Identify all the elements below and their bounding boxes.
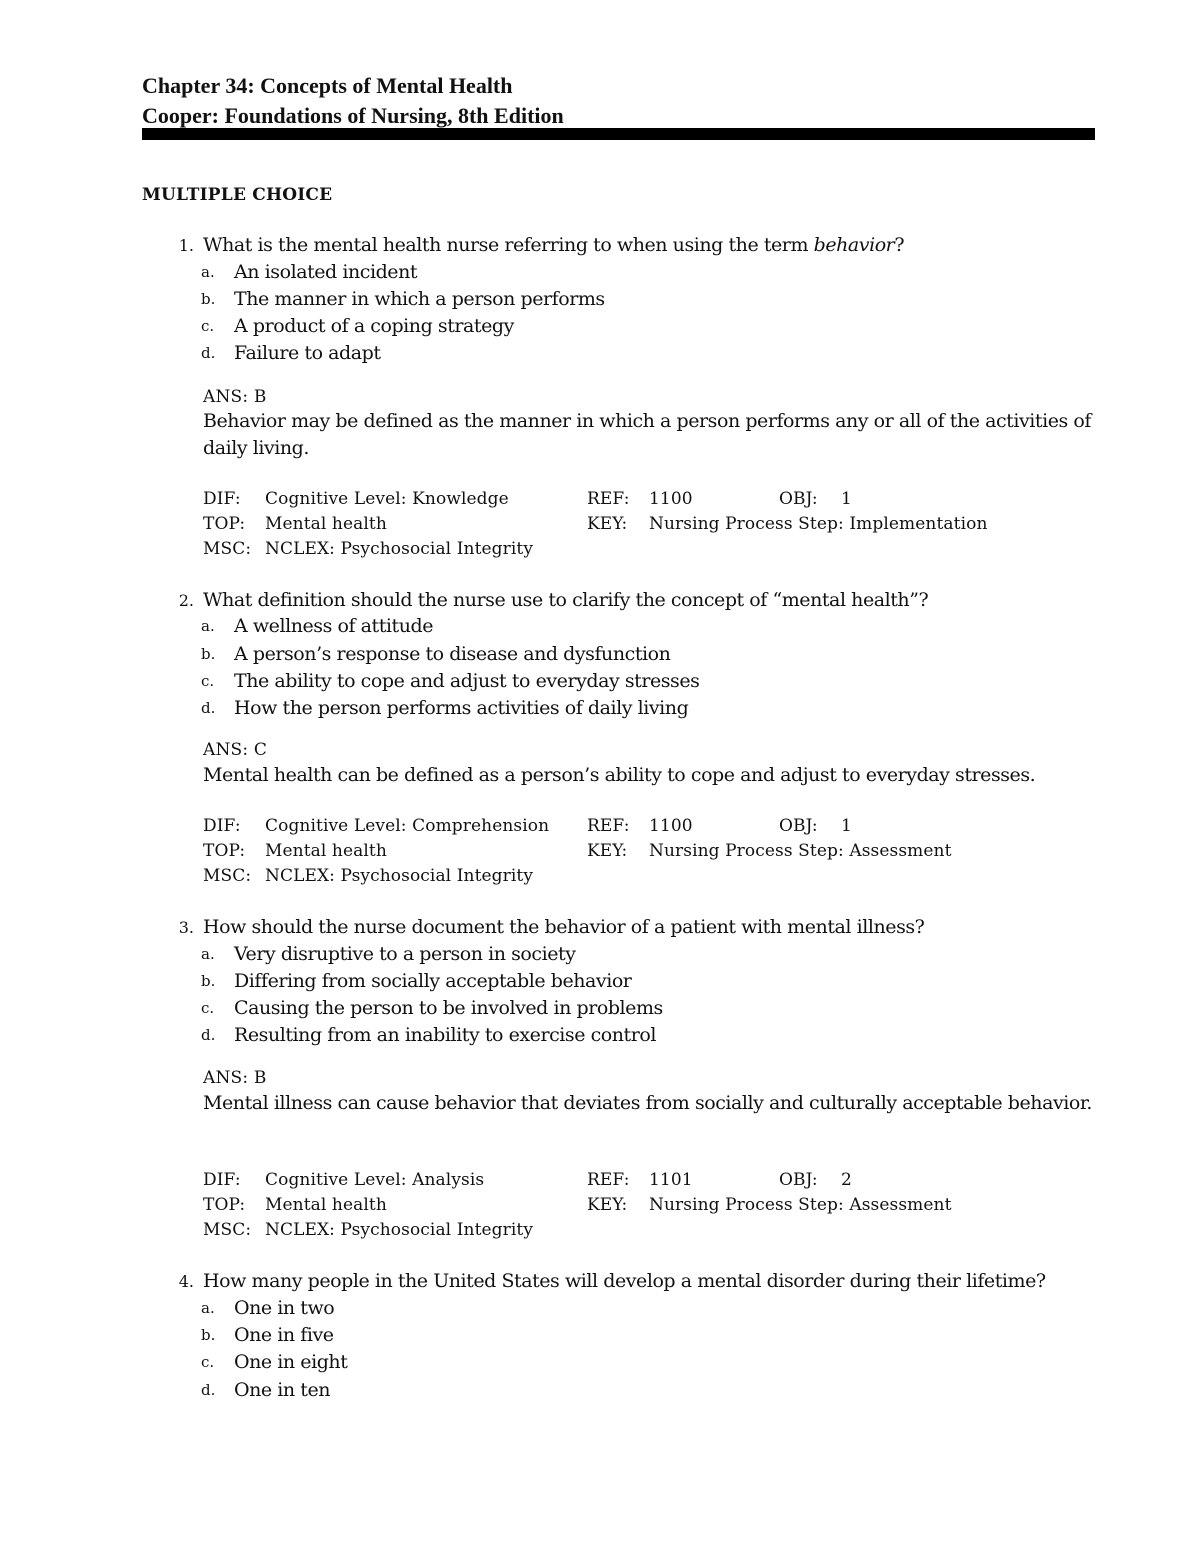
option-text: An isolated incident [234, 261, 418, 283]
answer-key: ANS: C [203, 740, 268, 760]
answer-key: ANS: B [203, 387, 267, 407]
top-value: Mental health [265, 514, 387, 534]
msc-value: NCLEX: Psychosocial Integrity [265, 539, 534, 559]
option-letter: a. [201, 1299, 215, 1317]
key-value: Nursing Process Step: Assessment [649, 841, 952, 861]
option-letter: d. [201, 344, 216, 362]
book-title: Cooper: Foundations of Nursing, 8th Edition [142, 103, 564, 128]
key-label: KEY: [587, 841, 628, 861]
obj-value: 2 [841, 1170, 852, 1190]
option-text: One in eight [234, 1351, 348, 1373]
msc-label: MSC: [203, 539, 252, 559]
top-label: TOP: [203, 514, 246, 534]
ref-value: 1100 [649, 489, 693, 509]
obj-value: 1 [841, 489, 852, 509]
top-label: TOP: [203, 1195, 246, 1215]
option-text: Resulting from an inability to exercise control [234, 1024, 656, 1046]
question-number: 4. [178, 1272, 194, 1291]
option-letter: c. [201, 999, 215, 1017]
metadata-row [0, 839, 1200, 864]
option-letter: d. [201, 699, 216, 717]
msc-value: NCLEX: Psychosocial Integrity [265, 866, 534, 886]
dif-value: Cognitive Level: Comprehension [265, 816, 550, 836]
obj-label: OBJ: [779, 816, 818, 836]
msc-label: MSC: [203, 1220, 252, 1240]
key-label: KEY: [587, 514, 628, 534]
option-text: A product of a coping strategy [234, 315, 514, 337]
option-text: Differing from socially acceptable behavior [234, 970, 632, 992]
option-text: One in ten [234, 1379, 331, 1401]
ref-label: REF: [587, 489, 630, 509]
obj-label: OBJ: [779, 1170, 818, 1190]
option-text: How the person performs activities of daily living [234, 697, 689, 719]
metadata-row [0, 537, 1200, 562]
option-text: Very disruptive to a person in society [234, 943, 576, 965]
ref-value: 1100 [649, 816, 693, 836]
top-value: Mental health [265, 1195, 387, 1215]
option-text: One in five [234, 1324, 334, 1346]
option-letter: b. [201, 290, 216, 308]
metadata-row [0, 1168, 1200, 1193]
dif-value: Cognitive Level: Knowledge [265, 489, 509, 509]
option-letter: b. [201, 972, 216, 990]
question-text-before: What is the mental health nurse referring to when using the term [203, 234, 814, 256]
metadata-row [0, 864, 1200, 889]
answer-rationale: Mental illness can cause behavior that deviates from socially and culturally acceptable behavior. [203, 1092, 1092, 1114]
ref-value: 1101 [649, 1170, 693, 1190]
question-text-after: ? [894, 234, 905, 256]
question-number: 3. [178, 918, 194, 937]
option-text: Causing the person to be involved in problems [234, 997, 663, 1019]
option-text: A wellness of attitude [234, 615, 434, 637]
key-label: KEY: [587, 1195, 628, 1215]
metadata-row [0, 814, 1200, 839]
question-text [203, 232, 1103, 259]
option-letter: d. [201, 1381, 216, 1399]
answer-key: ANS: B [203, 1068, 267, 1088]
option-letter: c. [201, 317, 215, 335]
option-text: The manner in which a person performs [234, 288, 605, 310]
option-letter: b. [201, 645, 216, 663]
metadata-row [0, 1193, 1200, 1218]
section-heading: MULTIPLE CHOICE [142, 185, 333, 205]
option-text: Failure to adapt [234, 342, 381, 364]
dif-value: Cognitive Level: Analysis [265, 1170, 485, 1190]
obj-label: OBJ: [779, 489, 818, 509]
dif-label: DIF: [203, 489, 241, 509]
top-label: TOP: [203, 841, 246, 861]
key-value: Nursing Process Step: Assessment [649, 1195, 952, 1215]
metadata-row [0, 512, 1200, 537]
dif-label: DIF: [203, 816, 241, 836]
ref-label: REF: [587, 1170, 630, 1190]
dif-label: DIF: [203, 1170, 241, 1190]
obj-value: 1 [841, 816, 852, 836]
question-number: 1. [178, 236, 194, 255]
option-letter: d. [201, 1026, 216, 1044]
header-rule [142, 128, 1095, 140]
msc-value: NCLEX: Psychosocial Integrity [265, 1220, 534, 1240]
option-letter: c. [201, 672, 215, 690]
metadata-row [0, 1218, 1200, 1243]
chapter-title: Chapter 34: Concepts of Mental Health [142, 73, 513, 98]
question-text: How should the nurse document the behavior of a patient with mental illness? [203, 916, 925, 938]
option-text: The ability to cope and adjust to everyday stresses [234, 670, 700, 692]
option-text: One in two [234, 1297, 335, 1319]
option-letter: a. [201, 263, 215, 281]
metadata-row [0, 487, 1200, 512]
question-number: 2. [178, 591, 194, 610]
msc-label: MSC: [203, 866, 252, 886]
key-value: Nursing Process Step: Implementation [649, 514, 988, 534]
option-letter: a. [201, 945, 215, 963]
question-text-italic: behavior [813, 234, 895, 256]
option-text: A person’s response to disease and dysfunction [234, 643, 671, 665]
option-letter: a. [201, 617, 215, 635]
question-text: What definition should the nurse use to clarify the concept of “mental health”? [203, 589, 929, 611]
option-letter: b. [201, 1326, 216, 1344]
top-value: Mental health [265, 841, 387, 861]
ref-label: REF: [587, 816, 630, 836]
option-letter: c. [201, 1353, 215, 1371]
question-text: How many people in the United States will develop a mental disorder during their lifetime? [203, 1270, 1046, 1292]
answer-rationale: Mental health can be defined as a person’s ability to cope and adjust to everyday stresses. [203, 764, 1036, 786]
answer-rationale: Behavior may be defined as the manner in which a person performs any or all of the activities of daily living. [203, 410, 1091, 459]
